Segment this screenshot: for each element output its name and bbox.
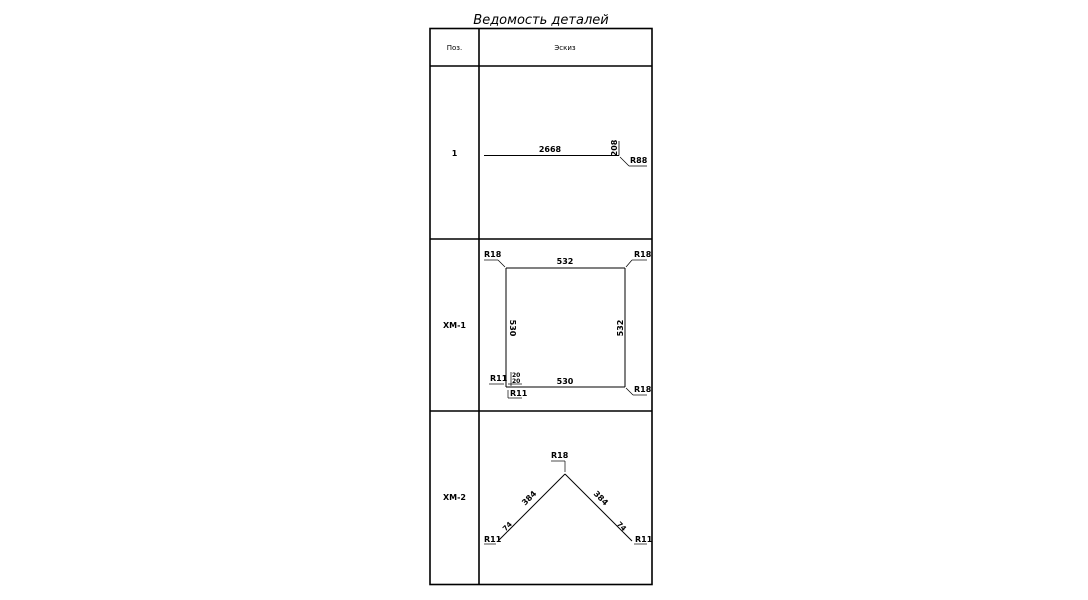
dim-r-bottom-left-b: R11 xyxy=(510,389,528,398)
table-row xyxy=(443,250,652,398)
dim-left-len: 384 xyxy=(520,489,539,508)
dim-right-len: 384 xyxy=(591,489,610,508)
dim-r-bottom-right: R18 xyxy=(634,385,652,394)
dim-r-top-right: R18 xyxy=(634,250,652,259)
sheet-title: Ведомость деталей xyxy=(473,13,609,28)
dim-r-top: R18 xyxy=(551,451,569,460)
header-position: Поз. xyxy=(446,44,463,52)
header-sketch: Эскиз xyxy=(554,44,576,52)
dim-r-bottom-left-a: R11 xyxy=(490,374,508,383)
dim-r-right: R11 xyxy=(635,535,653,544)
dim-left-hook: 74 xyxy=(501,520,514,533)
dim-height: 208 xyxy=(610,139,619,157)
table-row xyxy=(443,451,653,544)
dim-top: 532 xyxy=(556,257,574,266)
dim-radius: R88 xyxy=(630,156,648,165)
dim-bottom: 530 xyxy=(556,377,574,386)
sketch-part-xm1 xyxy=(484,250,652,398)
dim-left: 530 xyxy=(508,319,517,337)
row-position-3: ХМ-2 xyxy=(442,493,467,502)
dim-r-left: R11 xyxy=(484,535,502,544)
dim-small-b: 20 xyxy=(512,378,521,385)
dim-right-hook: 74 xyxy=(615,520,628,533)
row-position-2: ХМ-1 xyxy=(442,321,467,330)
dim-right: 532 xyxy=(616,319,625,337)
sketch-part-xm2 xyxy=(484,451,653,544)
table-row xyxy=(452,139,648,166)
dim-small-a: 20 xyxy=(512,372,521,379)
sketch-part-1 xyxy=(484,139,648,166)
dim-length: 2668 xyxy=(538,145,562,154)
dim-r-top-left: R18 xyxy=(484,250,502,259)
row-position-1: 1 xyxy=(451,149,458,158)
